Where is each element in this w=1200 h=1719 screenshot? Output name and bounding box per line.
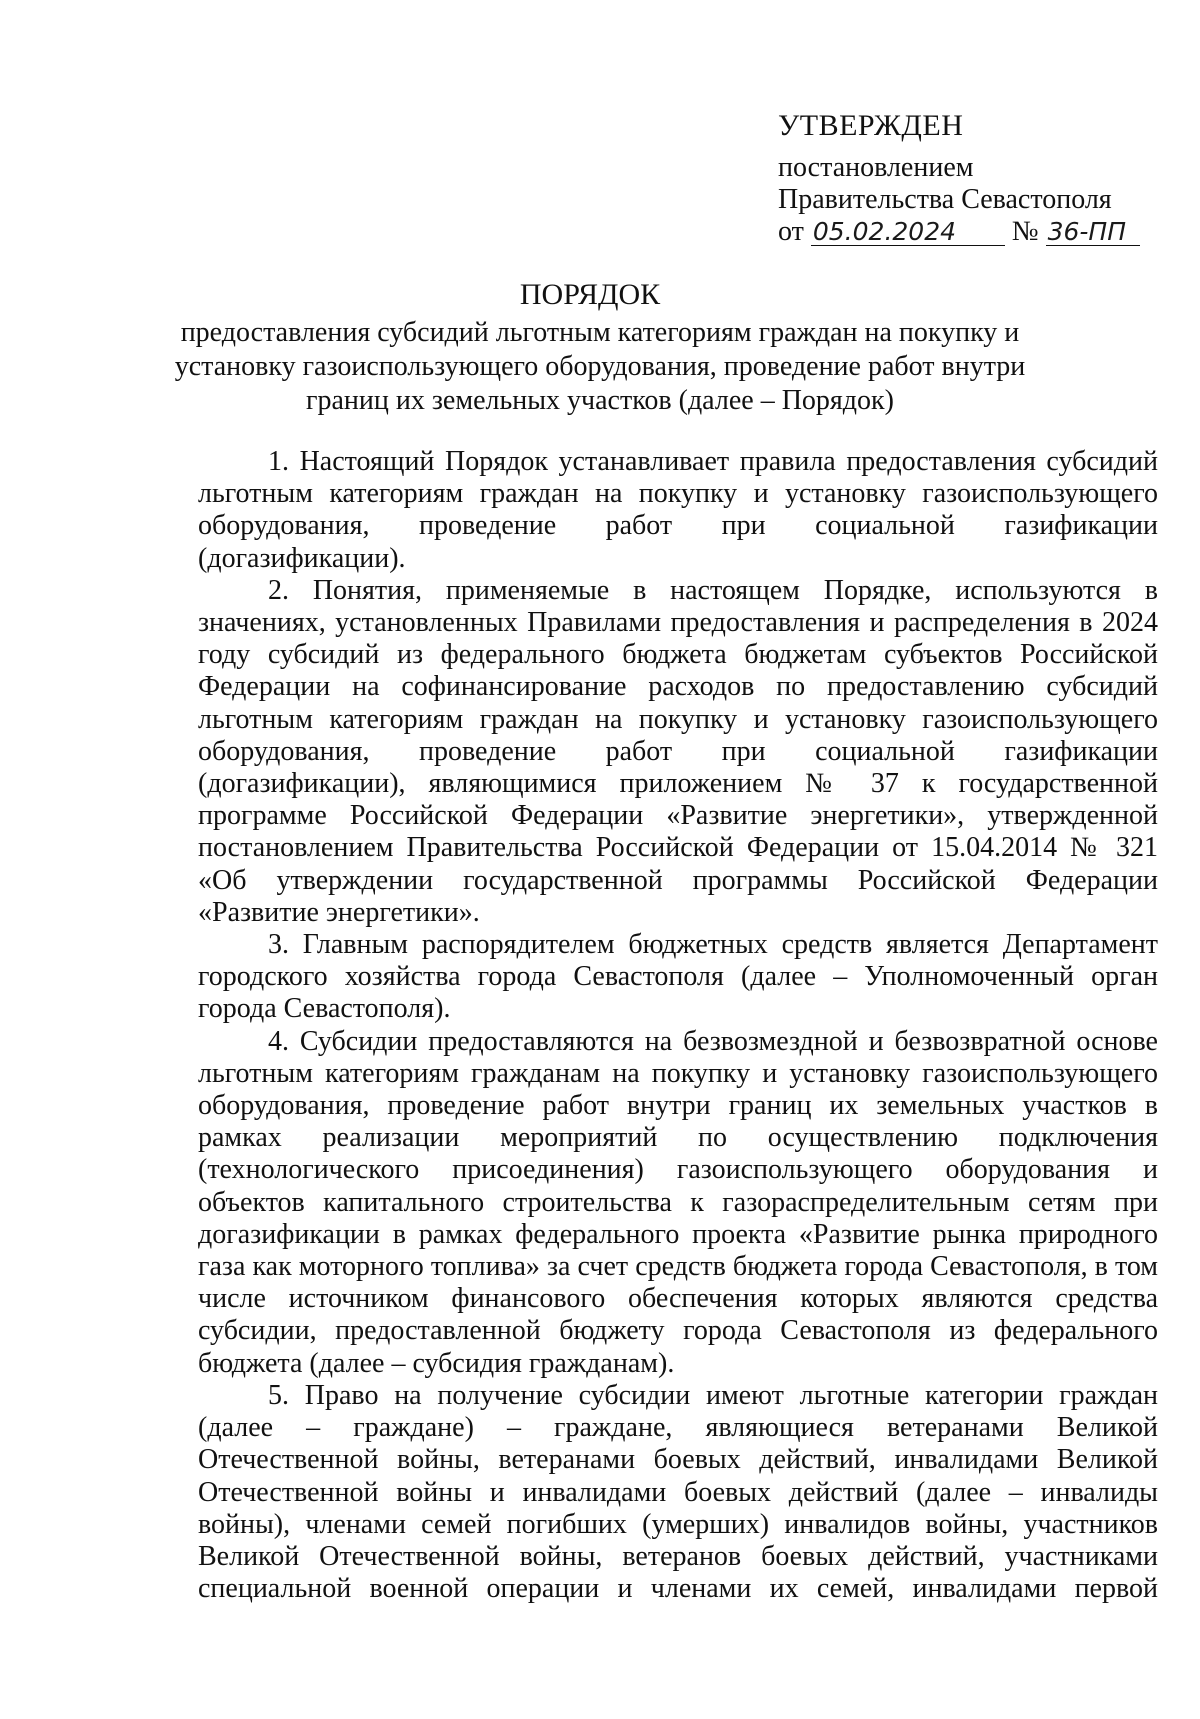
document-title: ПОРЯДОК bbox=[519, 278, 661, 311]
approval-line-government: Правительства Севастополя bbox=[778, 184, 1112, 215]
handwritten-number: 36-ПП bbox=[1046, 219, 1140, 246]
document-subtitle: предоставления субсидий льготным категориям граждан на покупку и установку газоиспользующего оборудования, проведение работ внутри границ их земельных участков (далее – Порядок) bbox=[174, 317, 1026, 416]
paragraph-2: 2. Понятия, применяемые в настоящем Порядке, используются в значениях, установленных Правилами предоставления и распределения в 2024 году субсидий из федерального бюджета бюджетам субъектов Российской Федерации на софинансирование расходов по предоставлению субсидий льготным категориям граждан на покупку и установку газоиспользующего оборудования, проведение работ при социальной газификации (догазификации), являющимися приложением № 37 к государственной программе Российской Федерации «Развитие энергетики», утвержденной постановлением Правительства Российской Федерации от 15.04.2014 № 321 «Об утверждении государственной программы Российской Федерации «Развитие энергетики». bbox=[198, 574, 1158, 928]
document-body bbox=[198, 446, 1158, 1605]
paragraph-5: 5. Право на получение субсидии имеют льготные категории граждан (далее – граждане) – граждане, являющиеся ветеранами Великой Отечественной войны, ветеранами боевых действий, инвалидами Великой Отечественной войны и инвалидами боевых действий (далее – инвалиды войны), членами семей погибших (умерших) инвалидов войны, участников Великой Отечественной войны, ветеранов боевых действий, участниками специальной военной операции и членами их семей, инвалидами первой bbox=[198, 1379, 1158, 1605]
paragraph-3: 3. Главным распорядителем бюджетных средств является Департамент городского хозяйства города Севастополя (далее – Уполномоченный орган города Севастополя). bbox=[198, 929, 1158, 1025]
approval-block bbox=[778, 110, 1178, 248]
paragraph-1: 1. Настоящий Порядок устанавливает правила предоставления субсидий льготным категориям граждан на покупку и установку газоиспользующего оборудования, проведение работ при социальной газификации (догазификации). bbox=[198, 446, 1158, 574]
number-prefix: № bbox=[1011, 216, 1039, 247]
approval-title: УТВЕРЖДЕН bbox=[778, 109, 964, 142]
paragraph-4: 4. Субсидии предоставляются на безвозмездной и безвозвратной основе льготным категориям гражданам на покупку и установку газоиспользующего оборудования, проведение работ внутри границ их земельных участков в рамках реализации мероприятий по осуществлению подключения (технологического присоединения) газоиспользующего оборудования и объектов капитального строительства к газораспределительным сетям при догазификации в рамках федерального проекта «Развитие рынка природного газа как моторного топлива» за счет средств бюджета города Севастополя, в том числе источником финансового обеспечения которых являются средства субсидии, предоставленной бюджету города Севастополя из федерального бюджета (далее – субсидия гражданам). bbox=[198, 1025, 1158, 1379]
approval-line-decree: постановлением bbox=[778, 152, 974, 183]
approval-date-number-line bbox=[778, 216, 1178, 248]
date-prefix: от bbox=[778, 216, 804, 247]
handwritten-date: 05.02.2024 bbox=[811, 219, 1005, 246]
